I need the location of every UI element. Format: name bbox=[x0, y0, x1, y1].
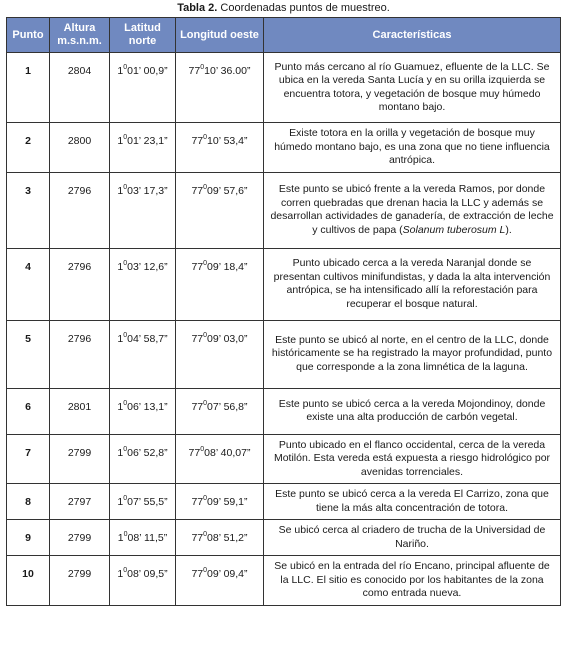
caracteristicas-cell bbox=[264, 320, 561, 388]
altura-value: 2801 bbox=[67, 400, 92, 413]
latitud-minutes-seconds: 01’ 00,9” bbox=[127, 65, 168, 77]
degree-mark: 0 bbox=[203, 567, 208, 574]
table-row bbox=[7, 248, 561, 320]
altura-value: 2799 bbox=[67, 532, 92, 544]
latitud-minutes-seconds: 08’ 11,5” bbox=[127, 532, 168, 544]
longitud-cell bbox=[176, 520, 264, 556]
degree-mark: 0 bbox=[123, 259, 128, 267]
punto-value: 1 bbox=[25, 65, 31, 77]
altura-cell bbox=[50, 520, 110, 556]
caracteristicas-cell bbox=[264, 388, 561, 434]
caracteristicas-text: Este punto se ubicó al norte, en el centro de la LLC, donde históricamente se ha registrado la mayor profundidad, punto que corresponde a la zona limnética de la laguna. bbox=[271, 333, 553, 373]
table-row bbox=[7, 556, 561, 606]
table-caption bbox=[0, 0, 567, 17]
caracteristicas-cell bbox=[264, 434, 561, 484]
latitud-cell bbox=[110, 172, 176, 248]
header-latitud: Latitud norte bbox=[110, 18, 176, 53]
altura-cell bbox=[50, 320, 110, 388]
altura-cell bbox=[50, 123, 110, 173]
longitud-degrees: 77 bbox=[191, 532, 204, 544]
degree-mark: 0 bbox=[203, 134, 208, 141]
punto-value: 2 bbox=[25, 135, 31, 147]
punto-cell bbox=[7, 248, 50, 320]
longitud-degrees: 77 bbox=[191, 496, 204, 508]
latitud-cell bbox=[110, 484, 176, 520]
caracteristicas-cell bbox=[264, 484, 561, 520]
longitud-degrees: 77 bbox=[191, 184, 204, 197]
altura-cell bbox=[50, 53, 110, 123]
longitud-minutes-seconds: 09’ 59,1” bbox=[207, 496, 248, 508]
punto-cell bbox=[7, 172, 50, 248]
latitud-cell bbox=[110, 434, 176, 484]
degree-mark: 0 bbox=[123, 183, 128, 191]
altura-value: 2796 bbox=[67, 184, 92, 197]
punto-cell bbox=[7, 388, 50, 434]
longitud-degrees: 77 bbox=[191, 568, 204, 580]
latitud-minutes-seconds: 03’ 12,6” bbox=[127, 260, 168, 273]
longitud-degrees: 77 bbox=[191, 135, 204, 147]
table-row bbox=[7, 123, 561, 173]
header-altura: Altura m.s.n.m. bbox=[50, 18, 110, 53]
degree-mark: 0 bbox=[123, 445, 128, 453]
degree-mark: 0 bbox=[123, 331, 128, 339]
caracteristicas-text: Existe totora en la orilla y vegetación de bosque muy húmedo montano bajo, es una zona que no tiene influencia antrópica. bbox=[274, 127, 550, 166]
longitud-cell bbox=[176, 248, 264, 320]
longitud-minutes-seconds: 09’ 03,0” bbox=[207, 332, 248, 345]
punto-value: 3 bbox=[25, 184, 31, 197]
degree-mark: 0 bbox=[203, 531, 208, 538]
altura-cell bbox=[50, 388, 110, 434]
latitud-minutes-seconds: 04’ 58,7” bbox=[127, 332, 168, 345]
longitud-degrees: 77 bbox=[191, 260, 204, 273]
degree-mark: 0 bbox=[123, 567, 128, 574]
degree-mark: 0 bbox=[203, 495, 208, 502]
altura-value: 2796 bbox=[67, 332, 92, 345]
latitud-degrees: 1 bbox=[117, 332, 124, 345]
punto-cell bbox=[7, 434, 50, 484]
longitud-minutes-seconds: 09’ 18,4” bbox=[207, 260, 248, 273]
caracteristicas-cell bbox=[264, 248, 561, 320]
latitud-cell bbox=[110, 320, 176, 388]
latitud-cell bbox=[110, 53, 176, 123]
altura-value: 2796 bbox=[67, 260, 92, 273]
punto-value: 8 bbox=[25, 496, 31, 508]
altura-value: 2799 bbox=[67, 446, 92, 459]
latitud-minutes-seconds: 06’ 13,1” bbox=[127, 400, 168, 413]
latitud-minutes-seconds: 01’ 23,1” bbox=[127, 135, 168, 147]
longitud-minutes-seconds: 07’ 56,8” bbox=[207, 400, 248, 413]
caracteristicas-text: Este punto se ubicó cerca a la vereda El Carrizo, zona que tiene la más alta concentración de totora. bbox=[275, 488, 549, 514]
caracteristicas-text: Punto más cercano al río Guamuez, efluente de la LLC. Se ubica en la vereda Santa Lucía y en su orilla izquierda se encuentra totora, y vegetación de bosque muy húmedo montano bajo. bbox=[274, 60, 550, 113]
longitud-degrees: 77 bbox=[191, 400, 204, 413]
header-punto: Punto bbox=[7, 18, 50, 53]
punto-cell bbox=[7, 320, 50, 388]
caracteristicas-text: Se ubicó en la entrada del río Encano, principal afluente de la LLC. El sitio es conocido por los habitantes de la zona como entrada nueva. bbox=[274, 560, 550, 600]
degree-mark: 0 bbox=[200, 64, 205, 71]
degree-mark: 0 bbox=[203, 183, 208, 191]
caption-text: Coordenadas puntos de muestreo. bbox=[220, 2, 390, 14]
longitud-minutes-seconds: 08’ 51,2” bbox=[207, 532, 248, 544]
degree-mark: 0 bbox=[203, 399, 208, 407]
latitud-degrees: 1 bbox=[117, 496, 124, 508]
punto-value: 7 bbox=[25, 446, 31, 459]
table-row bbox=[7, 388, 561, 434]
caracteristicas-cell bbox=[264, 556, 561, 606]
longitud-minutes-seconds: 10’ 36.00” bbox=[204, 65, 251, 77]
punto-cell bbox=[7, 53, 50, 123]
table-row bbox=[7, 434, 561, 484]
degree-mark: 0 bbox=[203, 331, 208, 339]
longitud-cell bbox=[176, 172, 264, 248]
altura-cell bbox=[50, 248, 110, 320]
header-row bbox=[7, 18, 561, 53]
table-row bbox=[7, 320, 561, 388]
caracteristicas-cell bbox=[264, 172, 561, 248]
degree-mark: 0 bbox=[123, 64, 128, 71]
punto-cell bbox=[7, 556, 50, 606]
degree-mark: 0 bbox=[123, 531, 128, 538]
punto-cell bbox=[7, 123, 50, 173]
caracteristicas-text: Punto ubicado en el flanco occidental, cerca de la vereda Motilón. Esta vereda está expuesta a riesgo hidrológico por avenidas torrenciales. bbox=[273, 438, 551, 478]
latitud-cell bbox=[110, 388, 176, 434]
latitud-degrees: 1 bbox=[117, 135, 124, 147]
punto-value: 6 bbox=[25, 400, 31, 413]
punto-value: 9 bbox=[25, 532, 31, 544]
table-row bbox=[7, 520, 561, 556]
table-body bbox=[7, 53, 561, 606]
latitud-minutes-seconds: 03’ 17,3” bbox=[127, 184, 168, 197]
degree-mark: 0 bbox=[123, 399, 128, 407]
latitud-degrees: 1 bbox=[117, 400, 124, 413]
latitud-minutes-seconds: 06’ 52,8” bbox=[127, 446, 168, 459]
species-name: Solanum tuberosum L bbox=[402, 223, 506, 236]
longitud-minutes-seconds: 10’ 53,4” bbox=[207, 135, 248, 147]
degree-mark: 0 bbox=[123, 495, 128, 502]
degree-mark: 0 bbox=[200, 445, 205, 453]
longitud-cell bbox=[176, 434, 264, 484]
sampling-points-table bbox=[6, 17, 561, 606]
altura-cell bbox=[50, 172, 110, 248]
punto-cell bbox=[7, 520, 50, 556]
longitud-cell bbox=[176, 556, 264, 606]
altura-value: 2804 bbox=[67, 65, 92, 77]
latitud-degrees: 1 bbox=[117, 260, 124, 273]
longitud-cell bbox=[176, 388, 264, 434]
latitud-minutes-seconds: 07’ 55,5” bbox=[127, 496, 168, 508]
latitud-minutes-seconds: 08’ 09,5” bbox=[127, 568, 168, 580]
caption-label: Tabla 2. bbox=[177, 2, 218, 14]
caracteristicas-text: Este punto se ubicó frente a la vereda Ramos, por donde corren quebradas que drenan hacia la LLC y además se desarrollan actividades de ganadería, de extracción de leche y cultivos de papa ( bbox=[270, 183, 554, 236]
punto-value: 4 bbox=[25, 260, 31, 273]
latitud-degrees: 1 bbox=[117, 532, 124, 544]
header-longitud: Longitud oeste bbox=[176, 18, 264, 53]
latitud-degrees: 1 bbox=[117, 446, 124, 459]
caracteristicas-text: Este punto se ubicó cerca a la vereda Mojondinoy, donde existe una alta producción de carbón vegetal. bbox=[278, 397, 546, 423]
longitud-minutes-seconds: 09’ 09,4” bbox=[207, 568, 248, 580]
caracteristicas-cell bbox=[264, 520, 561, 556]
longitud-cell bbox=[176, 53, 264, 123]
longitud-cell bbox=[176, 320, 264, 388]
punto-value: 5 bbox=[25, 332, 31, 345]
altura-cell bbox=[50, 484, 110, 520]
table-row bbox=[7, 484, 561, 520]
latitud-cell bbox=[110, 520, 176, 556]
altura-cell bbox=[50, 556, 110, 606]
latitud-cell bbox=[110, 556, 176, 606]
latitud-cell bbox=[110, 123, 176, 173]
longitud-minutes-seconds: 08’ 40,07” bbox=[204, 446, 251, 459]
punto-value: 10 bbox=[22, 568, 34, 580]
caracteristicas-text: Se ubicó cerca al criadero de trucha de la Universidad de Nariño. bbox=[278, 524, 546, 550]
altura-value: 2800 bbox=[67, 135, 92, 147]
longitud-cell bbox=[176, 123, 264, 173]
latitud-degrees: 1 bbox=[117, 65, 124, 77]
latitud-cell bbox=[110, 248, 176, 320]
punto-cell bbox=[7, 484, 50, 520]
longitud-degrees: 77 bbox=[188, 65, 201, 77]
caracteristicas-cell bbox=[264, 53, 561, 123]
longitud-cell bbox=[176, 484, 264, 520]
latitud-degrees: 1 bbox=[117, 568, 124, 580]
altura-value: 2799 bbox=[67, 568, 92, 580]
header-caracteristicas: Características bbox=[264, 18, 561, 53]
longitud-degrees: 77 bbox=[191, 332, 204, 345]
table-row bbox=[7, 53, 561, 123]
caracteristicas-text: Punto ubicado cerca a la vereda Naranjal donde se presentan cultivos minifundistas, y dada la alta intervención antrópica, se ha intensificado allí la reforestación para recuperar el bosque natural. bbox=[273, 257, 551, 310]
caracteristicas-cell bbox=[264, 123, 561, 173]
longitud-degrees: 77 bbox=[188, 446, 201, 459]
longitud-minutes-seconds: 09’ 57,6” bbox=[207, 184, 248, 197]
altura-value: 2797 bbox=[67, 496, 92, 508]
degree-mark: 0 bbox=[123, 134, 128, 141]
caracteristicas-text-end: ). bbox=[505, 223, 512, 236]
latitud-degrees: 1 bbox=[117, 184, 124, 197]
table-row bbox=[7, 172, 561, 248]
degree-mark: 0 bbox=[203, 259, 208, 267]
altura-cell bbox=[50, 434, 110, 484]
